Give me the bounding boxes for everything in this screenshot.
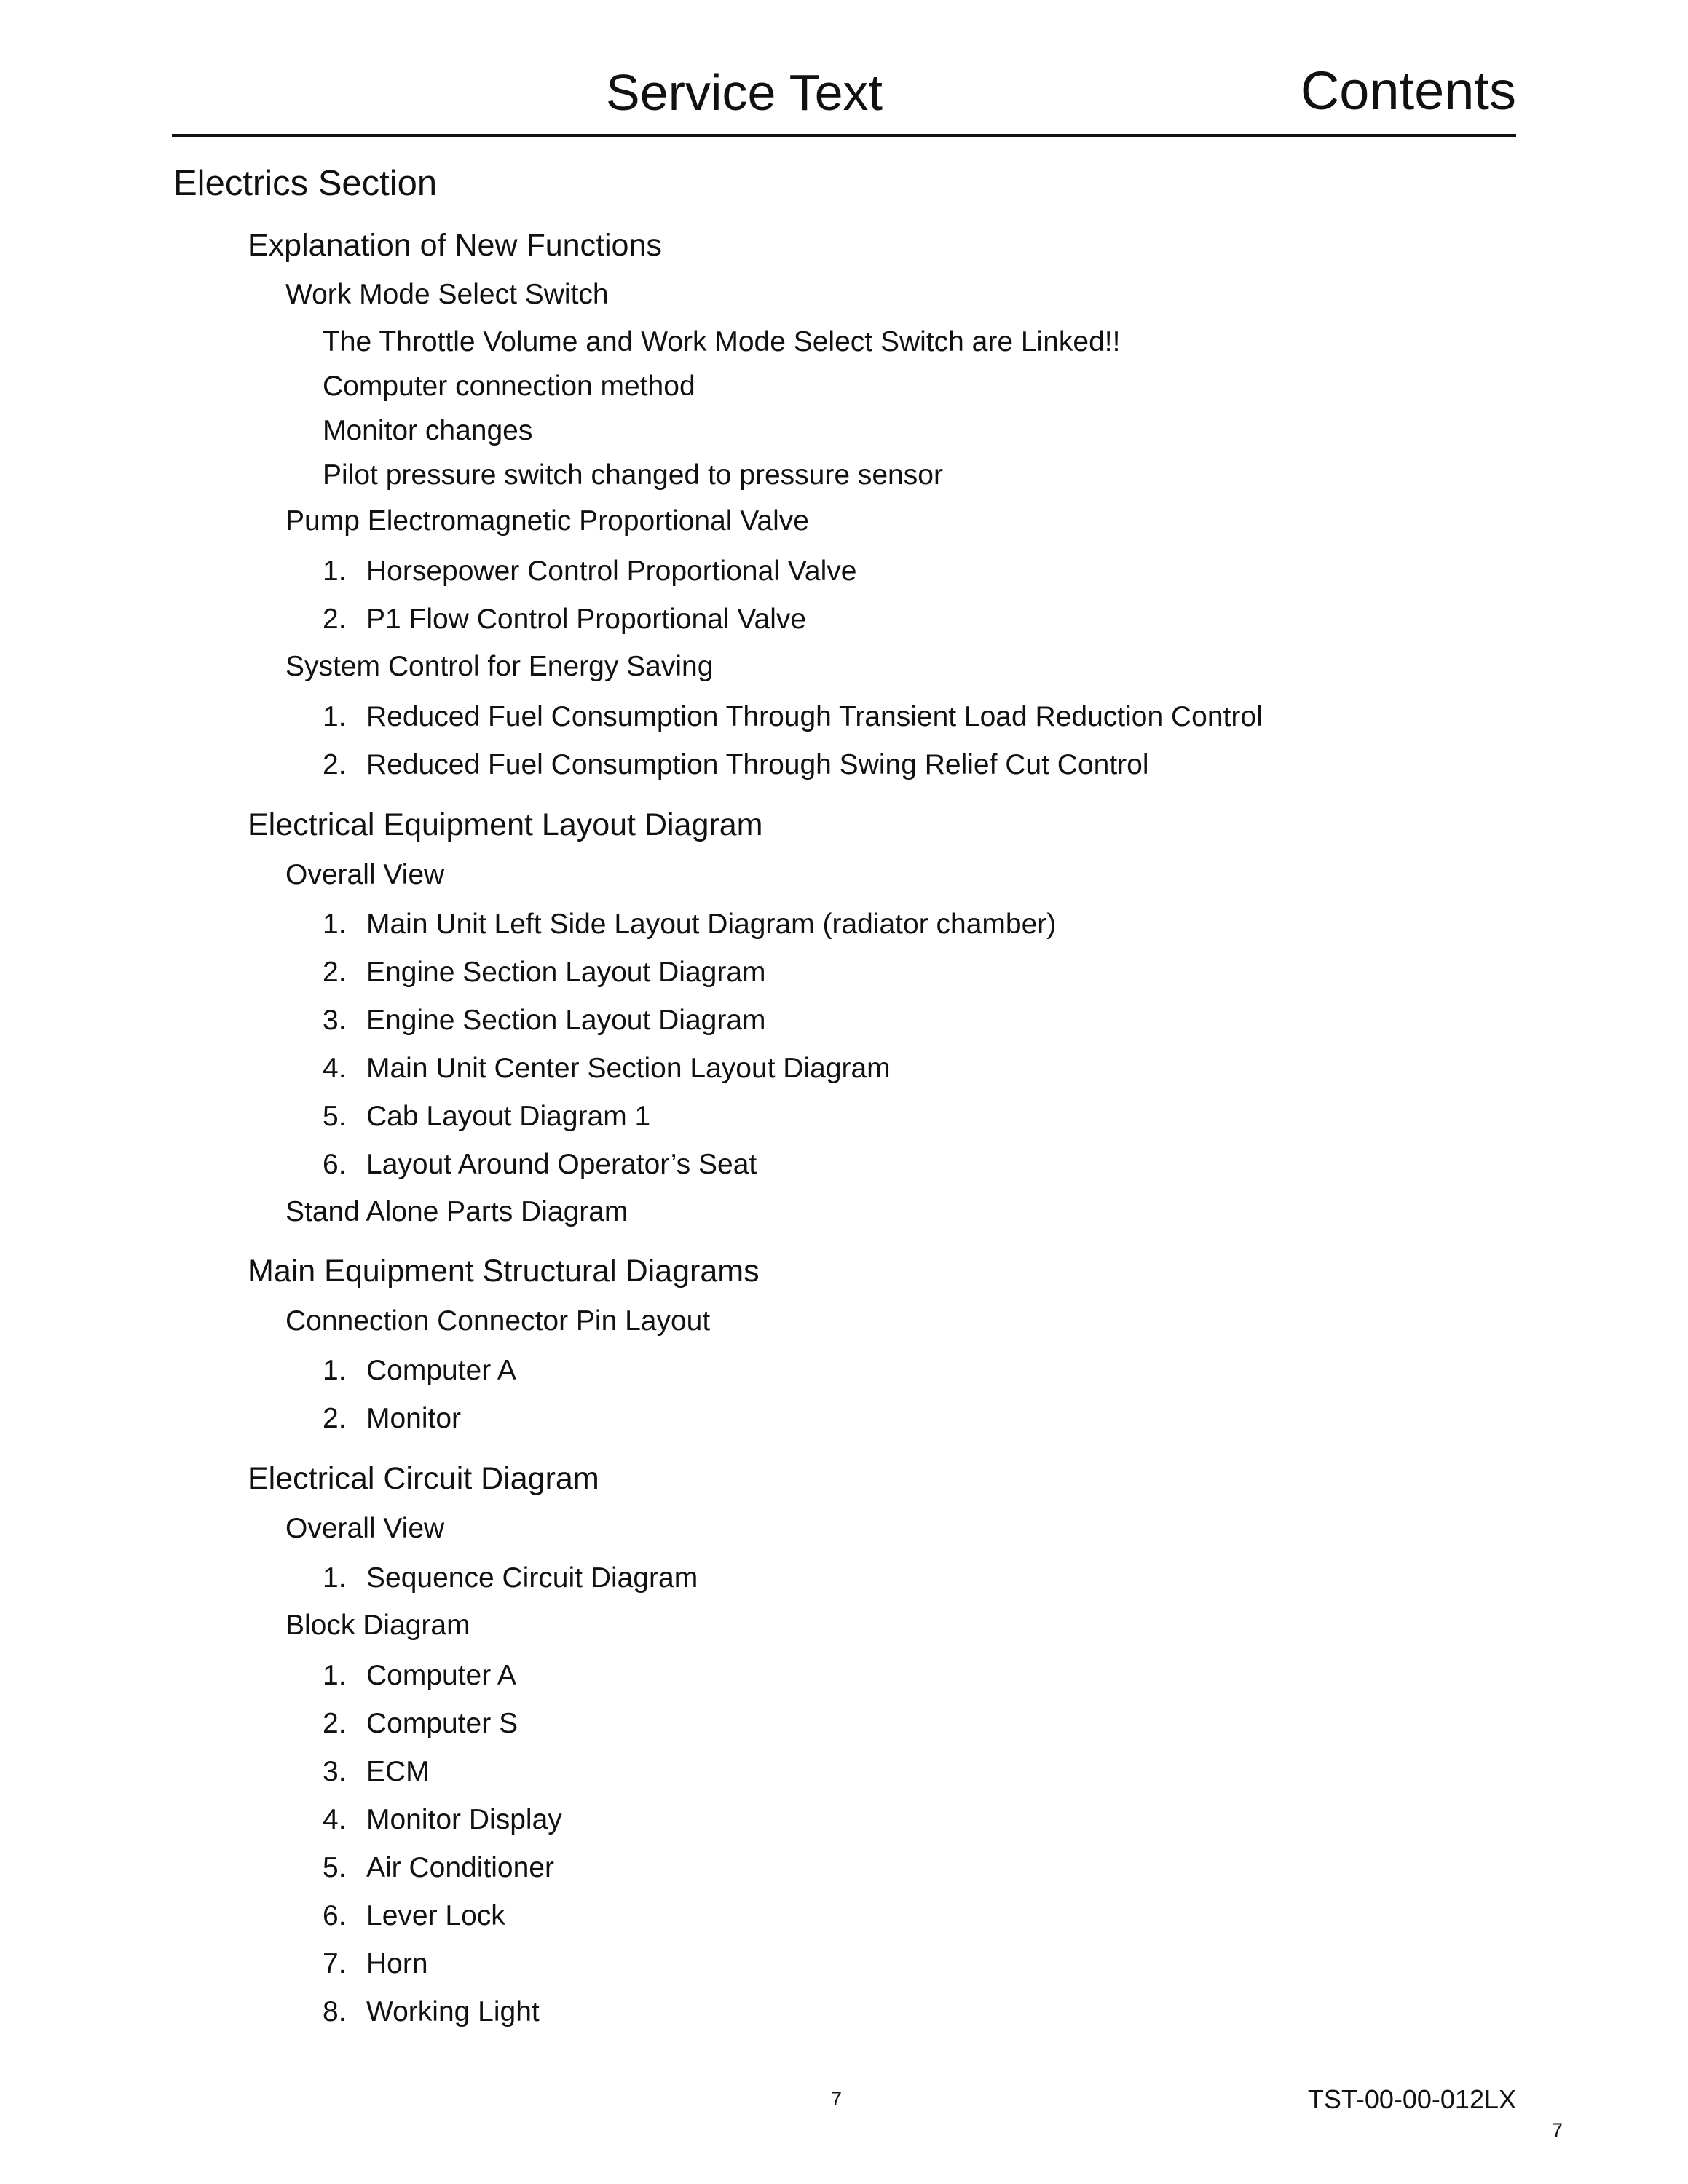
- document-code: TST-00-00-012LX: [1307, 2084, 1516, 2114]
- toc-topic[interactable]: The Throttle Volume and Work Mode Select Switch are Linked!!: [323, 326, 1121, 357]
- toc-item-number: 2.: [323, 1403, 347, 1434]
- toc-item[interactable]: Main Unit Left Side Layout Diagram (radiator chamber): [366, 909, 1057, 940]
- toc-item-number: 5.: [323, 1852, 347, 1883]
- toc-item-number: 1.: [323, 701, 347, 732]
- toc-item[interactable]: Cab Layout Diagram 1: [366, 1101, 651, 1132]
- toc-item[interactable]: Layout Around Operator’s Seat: [366, 1149, 757, 1180]
- toc-item[interactable]: Engine Section Layout Diagram: [366, 1005, 766, 1036]
- header-title: Service Text: [606, 64, 883, 121]
- toc-topic[interactable]: Pilot pressure switch changed to pressure sensor: [323, 459, 943, 491]
- toc-item-number: 3.: [323, 1005, 347, 1036]
- toc-topic[interactable]: Monitor changes: [323, 415, 533, 446]
- corner-page-number: 7: [1551, 2119, 1563, 2141]
- toc-item[interactable]: Sequence Circuit Diagram: [366, 1562, 698, 1594]
- toc-item-number: 8.: [323, 1996, 347, 2027]
- toc-item-number: 6.: [323, 1149, 347, 1180]
- toc-item[interactable]: Air Conditioner: [366, 1852, 554, 1883]
- toc-item-number: 6.: [323, 1900, 347, 1931]
- toc-item[interactable]: Reduced Fuel Consumption Through Swing Relief Cut Control: [366, 749, 1149, 780]
- toc-subsection[interactable]: Work Mode Select Switch: [285, 279, 609, 310]
- toc-item[interactable]: Working Light: [366, 1996, 540, 2027]
- toc-item-number: 1.: [323, 1660, 347, 1691]
- toc-item-number: 2.: [323, 749, 347, 780]
- toc-item[interactable]: Computer A: [366, 1660, 516, 1691]
- toc-subsection[interactable]: Stand Alone Parts Diagram: [285, 1196, 628, 1227]
- toc-item-number: 1.: [323, 1562, 347, 1594]
- toc-item[interactable]: Reduced Fuel Consumption Through Transient Load Reduction Control: [366, 701, 1263, 732]
- toc-item[interactable]: Horsepower Control Proportional Valve: [366, 555, 857, 587]
- toc-item-number: 4.: [323, 1053, 347, 1084]
- toc-item[interactable]: Engine Section Layout Diagram: [366, 957, 766, 988]
- toc-subsection[interactable]: Connection Connector Pin Layout: [285, 1305, 711, 1337]
- toc-item-number: 1.: [323, 909, 347, 940]
- toc-topic[interactable]: Computer connection method: [323, 371, 695, 402]
- toc-subsection[interactable]: Overall View: [285, 1513, 445, 1544]
- toc-item-number: 5.: [323, 1101, 347, 1132]
- section-title: Electrics Section: [173, 164, 438, 203]
- toc-item[interactable]: Lever Lock: [366, 1900, 505, 1931]
- toc-item-number: 2.: [323, 604, 347, 635]
- toc-group-title[interactable]: Explanation of New Functions: [248, 228, 662, 263]
- toc-item-number: 2.: [323, 1708, 347, 1739]
- toc-item-number: 3.: [323, 1756, 347, 1787]
- page-number: 7: [831, 2088, 843, 2110]
- toc-item-number: 7.: [323, 1948, 347, 1979]
- toc-group-title[interactable]: Main Equipment Structural Diagrams: [248, 1254, 760, 1289]
- toc-item-number: 1.: [323, 1355, 347, 1386]
- header-rule: [172, 134, 1516, 137]
- toc-item[interactable]: Monitor: [366, 1403, 462, 1434]
- toc-subsection[interactable]: Pump Electromagnetic Proportional Valve: [285, 505, 809, 537]
- toc-subsection[interactable]: System Control for Energy Saving: [285, 651, 714, 682]
- toc-group-title[interactable]: Electrical Equipment Layout Diagram: [248, 807, 763, 842]
- toc-subsection[interactable]: Block Diagram: [285, 1610, 470, 1641]
- toc-group-title[interactable]: Electrical Circuit Diagram: [248, 1461, 599, 1496]
- toc-item-number: 2.: [323, 957, 347, 988]
- toc-item-number: 1.: [323, 555, 347, 587]
- toc-item[interactable]: Computer S: [366, 1708, 518, 1739]
- toc-item[interactable]: Main Unit Center Section Layout Diagram: [366, 1053, 891, 1084]
- toc-subsection[interactable]: Overall View: [285, 859, 445, 890]
- toc-item[interactable]: ECM: [366, 1756, 430, 1787]
- toc-item-number: 4.: [323, 1804, 347, 1835]
- toc-item[interactable]: Horn: [366, 1948, 428, 1979]
- toc-item[interactable]: Monitor Display: [366, 1804, 562, 1835]
- toc-item[interactable]: Computer A: [366, 1355, 516, 1386]
- toc-item[interactable]: P1 Flow Control Proportional Valve: [366, 604, 807, 635]
- header-contents: Contents: [1300, 60, 1516, 121]
